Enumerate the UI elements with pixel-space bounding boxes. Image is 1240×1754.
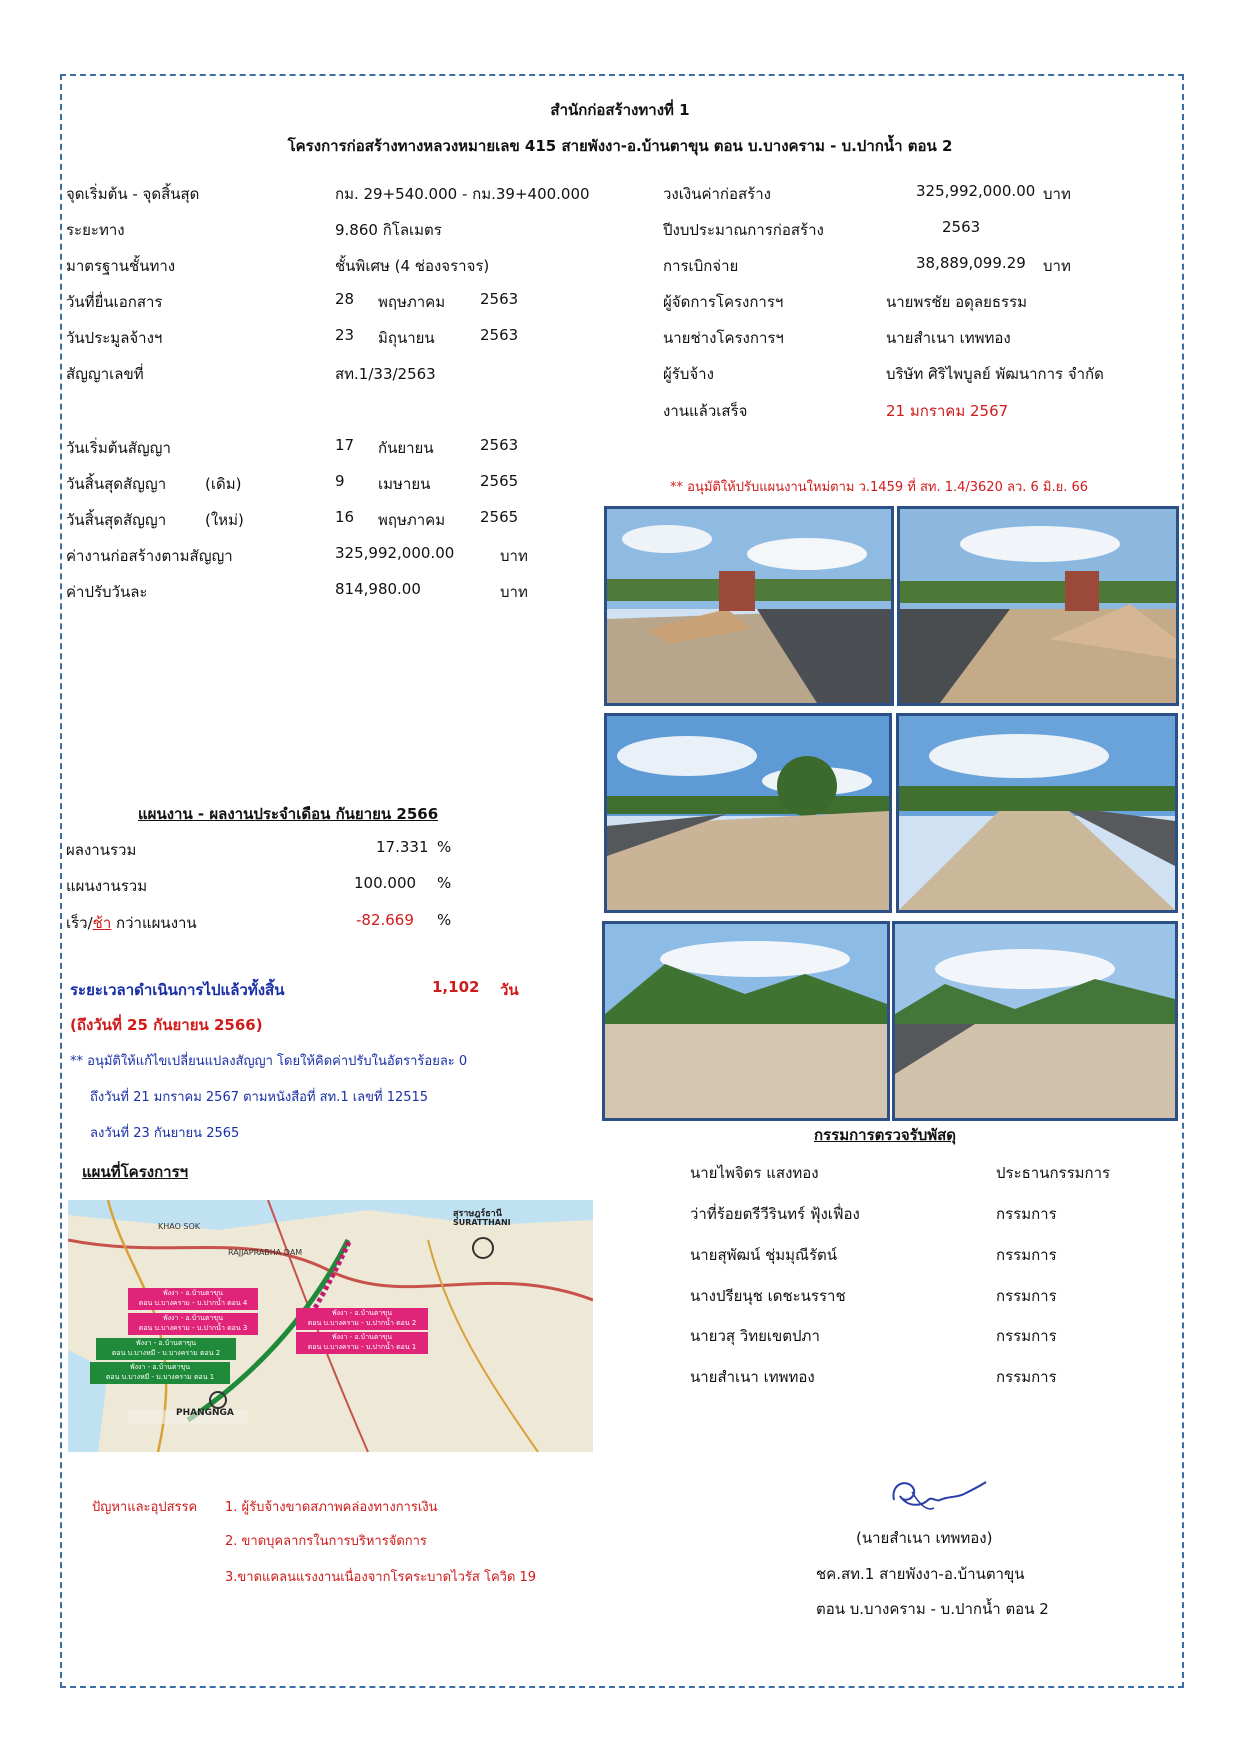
committee-heading: กรรมการตรวจรับพัสดุ — [814, 1126, 957, 1144]
label-actual-progress: ผลงานรวม — [66, 841, 137, 859]
map-section-box-3: พังงา - อ.บ้านตาขุน ตอน บ.บางคราม - บ.ปากน้ำ ตอน 3 — [128, 1313, 258, 1335]
submit-day: 28 — [335, 290, 355, 308]
committee-member-role: ประธานกรรมการ — [996, 1164, 1111, 1182]
label-submit-date: วันที่ยื่นเอกสาร — [66, 293, 163, 311]
office-title: สำนักก่อสร้างทางที่ 1 — [550, 101, 690, 119]
label-variance-slow: ช้า — [92, 914, 112, 932]
project-title: โครงการก่อสร้างทางหลวงหมายเลข 415 สายพังงา-อ.บ้านตาขุน ตอน บ.บางคราม - บ.ปากน้ำ ตอน 2 — [287, 137, 953, 155]
value-budget: 325,992,000.00 — [916, 182, 1036, 200]
problem-item-2: 2. ขาดบุคลากรในการบริหารจัดการ — [225, 1534, 427, 1549]
label-variance-rest: กว่าแผนงาน — [111, 914, 197, 932]
contract-end-new-month: พฤษภาคม — [378, 511, 446, 529]
committee-member-name: นายวสุ วิทยเขตปภา — [690, 1327, 820, 1345]
value-contractor: บริษัท ศิริไพบูลย์ พัฒนาการ จำกัด — [886, 365, 1104, 383]
label-variance-fast: เร็ว/ — [66, 914, 93, 932]
label-standard: มาตรฐานชั้นทาง — [66, 257, 176, 275]
site-photo-3 — [604, 713, 892, 913]
contract-start-year: 2563 — [480, 436, 519, 454]
committee-member-name: นายสุพัฒน์ ชุ่มมุณีรัตน์ — [690, 1246, 838, 1264]
value-fiscal-year: 2563 — [942, 218, 981, 236]
label-fiscal-year: ปีงบประมาณการก่อสร้าง — [663, 221, 824, 239]
value-start-end: กม. 29+540.000 - กม.39+400.000 — [335, 185, 590, 203]
problem-item-3: 3.ขาดแคลนแรงงานเนื่องจากโรคระบาดไวรัส โควิด 19 — [225, 1570, 537, 1585]
unit-disbursement: บาท — [1043, 257, 1071, 275]
plan-revision-note: ** อนุมัติให้ปรับแผนงานใหม่ตาม ว.1459 ที่ สท. 1.4/3620 ลว. 6 มิ.ย. 66 — [670, 480, 1089, 495]
committee-member-name: นายสำเนา เทพทอง — [690, 1368, 815, 1386]
value-actual-progress: 17.331 — [376, 838, 429, 856]
site-photo-1 — [604, 506, 894, 706]
bid-month: มิถุนายน — [378, 329, 435, 347]
contract-end-new-day: 16 — [335, 508, 355, 526]
label-project-manager: ผู้จัดการโครงการฯ — [663, 293, 784, 311]
unit-daily-fine: บาท — [500, 583, 528, 601]
label-contract-no: สัญญาเลขที่ — [66, 365, 144, 383]
contract-end-old-tag: (เดิม) — [205, 475, 242, 493]
label-budget: วงเงินค่าก่อสร้าง — [663, 185, 771, 203]
contract-end-old-day: 9 — [335, 472, 345, 490]
unit-actual-progress: % — [437, 838, 452, 856]
map-label-surat-en: SURATTHANI — [453, 1218, 511, 1227]
map-label-dam: RAJJAPRABHA DAM — [228, 1248, 303, 1257]
site-photo-4 — [896, 713, 1178, 913]
unit-planned-progress: % — [437, 874, 452, 892]
map-section-box-b2: พังงา - อ.บ้านตาขุน ตอน บ.บางหมี - บ.บางคราม ตอน 2 — [96, 1338, 236, 1360]
label-contract-cost: ค่างานก่อสร้างตามสัญญา — [66, 547, 233, 565]
label-daily-fine: ค่าปรับวันละ — [66, 583, 148, 601]
contract-end-new-tag: (ใหม่) — [205, 511, 244, 529]
label-disbursement: การเบิกจ่าย — [663, 257, 739, 275]
value-disbursement: 38,889,099.29 — [916, 254, 1026, 272]
committee-member-role: กรรมการ — [996, 1287, 1057, 1305]
duration-as-of: (ถึงวันที่ 25 กันยายน 2566) — [70, 1016, 263, 1034]
duration-label: ระยะเวลาดำเนินการไปแล้วทั้งสิ้น — [70, 981, 285, 999]
unit-budget: บาท — [1043, 185, 1071, 203]
label-planned-progress: แผนงานรวม — [66, 877, 148, 895]
value-project-manager: นายพรชัย อดุลยธรรม — [886, 293, 1028, 311]
map-heading: แผนที่โครงการฯ — [82, 1163, 189, 1181]
site-photo-6 — [892, 921, 1178, 1121]
label-bid-date: วันประมูลจ้างฯ — [66, 329, 163, 347]
value-contract-cost: 325,992,000.00 — [335, 544, 455, 562]
amend-note-3: ลงวันที่ 23 กันยายน 2565 — [90, 1126, 240, 1141]
label-contract-end-new: วันสิ้นสุดสัญญา — [66, 511, 167, 529]
contract-start-day: 17 — [335, 436, 355, 454]
site-photo-2 — [897, 506, 1179, 706]
value-completion: 21 มกราคม 2567 — [886, 402, 1009, 420]
amend-note-1: ** อนุมัติให้แก้ไขเปลี่ยนแปลงสัญญา โดยให้คิดค่าปรับในอัตราร้อยละ 0 — [70, 1054, 468, 1069]
problems-label: ปัญหาและอุปสรรค — [92, 1500, 198, 1515]
label-contractor: ผู้รับจ้าง — [663, 365, 714, 383]
value-standard: ชั้นพิเศษ (4 ช่องจราจร) — [335, 257, 490, 275]
project-map — [68, 1200, 593, 1452]
label-completion: งานแล้วเสร็จ — [663, 402, 748, 420]
signer-name: (นายสำเนา เทพทอง) — [856, 1529, 993, 1547]
value-daily-fine: 814,980.00 — [335, 580, 421, 598]
map-label-surat: สุราษฎร์ธานี — [453, 1209, 502, 1219]
committee-member-role: กรรมการ — [996, 1246, 1057, 1264]
signer-title-2: ตอน บ.บางคราม - บ.ปากน้ำ ตอน 2 — [816, 1600, 1049, 1618]
label-start-end: จุดเริ่มต้น - จุดสิ้นสุด — [66, 185, 200, 203]
duration-value: 1,102 — [432, 978, 480, 996]
committee-member-role: กรรมการ — [996, 1368, 1057, 1386]
submit-month: พฤษภาคม — [378, 293, 446, 311]
contract-end-old-month: เมษายน — [378, 475, 431, 493]
value-variance: -82.669 — [356, 911, 414, 929]
map-section-box-1: พังงา - อ.บ้านตาขุน ตอน บ.บางคราม - บ.ปากน้ำ ตอน 1 — [296, 1332, 428, 1354]
label-project-engineer: นายช่างโครงการฯ — [663, 329, 784, 347]
label-contract-end-old: วันสิ้นสุดสัญญา — [66, 475, 167, 493]
problem-item-1: 1. ผู้รับจ้างขาดสภาพคล่องทางการเงิน — [225, 1500, 438, 1515]
duration-unit: วัน — [500, 981, 519, 999]
label-distance: ระยะทาง — [66, 221, 125, 239]
value-project-engineer: นายสำเนา เทพทอง — [886, 329, 1011, 347]
site-photo-5 — [602, 921, 890, 1121]
map-section-box-2: พังงา - อ.บ้านตาขุน ตอน บ.บางคราม - บ.ปากน้ำ ตอน 2 — [296, 1308, 428, 1330]
map-label-khaosok: KHAO SOK — [158, 1222, 201, 1231]
signer-title-1: ชค.สท.1 สายพังงา-อ.บ้านตาขุน — [816, 1565, 1025, 1583]
map-section-box-4: พังงา - อ.บ้านตาขุน ตอน บ.บางคราม - บ.ปากน้ำ ตอน 4 — [128, 1288, 258, 1310]
committee-member-role: กรรมการ — [996, 1327, 1057, 1345]
progress-heading: แผนงาน - ผลงานประจำเดือน กันยายน 2566 — [138, 805, 439, 823]
value-planned-progress: 100.000 — [354, 874, 417, 892]
map-label-phangnga: PHANGNGA — [176, 1408, 234, 1418]
map-section-box-b1: พังงา - อ.บ้านตาขุน ตอน บ.บางหมี - บ.บางคราม ตอน 1 — [90, 1362, 230, 1384]
contract-start-month: กันยายน — [378, 439, 434, 457]
amend-note-2: ถึงวันที่ 21 มกราคม 2567 ตามหนังสือที่ สท.1 เลขที่ 12515 — [90, 1090, 429, 1105]
value-distance: 9.860 กิโลเมตร — [335, 221, 442, 239]
unit-variance: % — [437, 911, 452, 929]
contract-end-old-year: 2565 — [480, 472, 519, 490]
contract-end-new-year: 2565 — [480, 508, 519, 526]
value-contract-no: สท.1/33/2563 — [335, 365, 436, 383]
label-contract-start: วันเริ่มต้นสัญญา — [66, 439, 171, 457]
committee-member-role: กรรมการ — [996, 1205, 1057, 1223]
committee-member-name: นายไพจิตร แสงทอง — [690, 1164, 819, 1182]
committee-member-name: นางปรียนุช เดชะนรราช — [690, 1287, 846, 1305]
bid-day: 23 — [335, 326, 355, 344]
unit-contract-cost: บาท — [500, 547, 528, 565]
label-variance — [66, 911, 197, 935]
signature-image — [882, 1472, 992, 1522]
committee-member-name: ว่าที่ร้อยตรีวีรินทร์ ฟุ้งเฟื่อง — [690, 1205, 860, 1223]
bid-year: 2563 — [480, 326, 519, 344]
submit-year: 2563 — [480, 290, 519, 308]
